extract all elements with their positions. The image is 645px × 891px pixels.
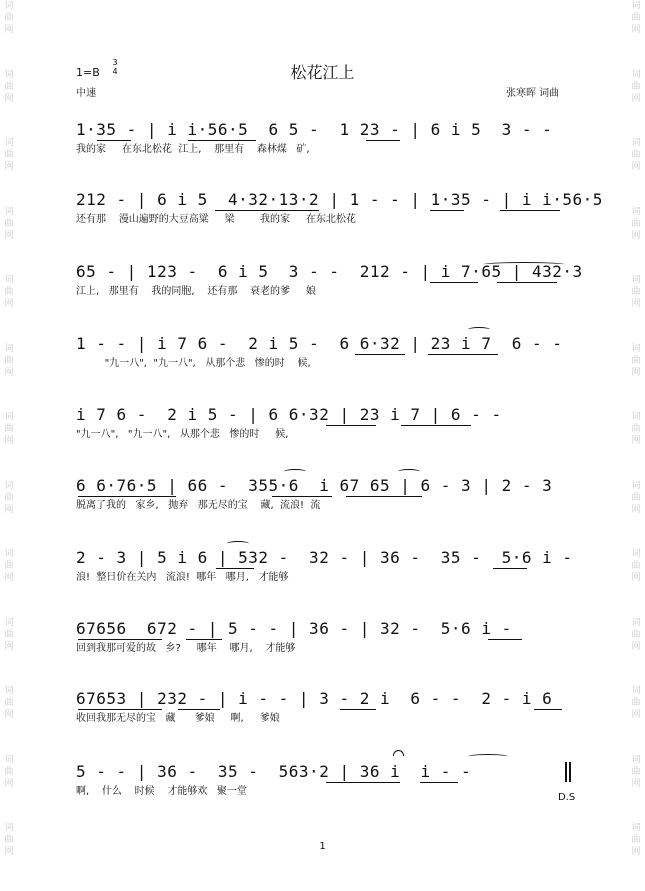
watermark-char: 词: [631, 823, 641, 834]
composer-credit: 张寒晖 词曲: [506, 88, 560, 99]
beam-line: [346, 496, 422, 497]
watermark-char: 网: [631, 710, 641, 721]
notation-line: 1·35 - | i i·56·5 6 5 - 1 23 - | 6 i 5 3 - -: [76, 120, 553, 139]
watermark-char: 网: [4, 25, 14, 35]
watermark-char: 曲: [4, 561, 14, 572]
watermark-char: 网: [631, 641, 641, 652]
watermark-char: 词: [4, 343, 14, 354]
watermark-char: 网: [631, 847, 641, 858]
key-signature: 1=B: [76, 66, 100, 79]
watermark-char: 曲: [631, 561, 641, 572]
beam-line: [326, 782, 400, 783]
watermark-char: 曲: [631, 424, 641, 435]
watermark-char: 曲: [4, 424, 14, 435]
watermark-char: 网: [4, 230, 14, 241]
watermark-char: 词: [631, 206, 641, 217]
lyric-line: "九一八", "九一八", 从那个悲 惨的时 候,: [76, 358, 311, 369]
watermark-char: 词: [631, 754, 641, 765]
meter-top: 3: [112, 58, 118, 67]
beam-line: [178, 709, 220, 710]
lyric-line: 还有那 漫山遍野的大豆高粱 梁 我的家 在东北松花: [76, 214, 356, 225]
meter-bottom: 4: [112, 67, 118, 76]
watermark-char: 网: [4, 93, 14, 104]
beam-line: [97, 140, 131, 141]
slur-mark: [468, 327, 490, 332]
watermark-char: 网: [631, 778, 641, 789]
watermark-char: 词: [4, 480, 14, 491]
tempo-marking: 中速: [76, 88, 96, 99]
watermark-char: 曲: [4, 698, 14, 709]
watermark-char: 曲: [4, 287, 14, 298]
beam-line: [272, 496, 332, 497]
watermark-char: 词: [631, 549, 641, 560]
watermark-char: 词: [4, 754, 14, 765]
watermark-char: 曲: [631, 492, 641, 503]
notation-line: 65 - | 123 - 6 i 5 3 - - 212 - | i 7·65 | 432·3: [76, 262, 583, 281]
watermark-char: 词: [4, 549, 14, 560]
watermark-char: 曲: [631, 81, 641, 92]
watermark-char: 曲: [4, 81, 14, 92]
lyric-line: 我的家 在东北松花 江上, 那里有 森林煤 矿,: [76, 144, 310, 155]
notation-line: 67656 672 - | 5 - - | 36 - | 32 - 5·6 i -: [76, 619, 512, 638]
watermark-char: 词: [631, 138, 641, 149]
watermark-char: 网: [631, 230, 641, 241]
slur-mark: [227, 541, 249, 546]
watermark-char: 网: [631, 25, 641, 35]
watermark-char: 曲: [4, 355, 14, 366]
beam-line: [78, 639, 162, 640]
watermark-char: 词: [631, 69, 641, 80]
notation-line: 1 - - | i 7 6 - 2 i 5 - 6 6·32 | 23 i 7 6 - -: [76, 334, 563, 353]
beam-line: [215, 210, 319, 211]
watermark-char: 曲: [631, 287, 641, 298]
watermark-char: 词: [4, 823, 14, 834]
watermark-char: 网: [631, 436, 641, 447]
beam-line: [188, 140, 256, 141]
lyric-line: 江上, 那里有 我的同胞, 还有那 衰老的爹 娘: [76, 286, 316, 297]
watermark-char: 曲: [4, 629, 14, 640]
watermark-char: 网: [4, 847, 14, 858]
slur-mark: [483, 262, 565, 267]
watermark-right: [629, 0, 643, 891]
slur-mark: [468, 754, 508, 759]
beam-line: [340, 709, 376, 710]
watermark-char: 词: [4, 686, 14, 697]
watermark-char: 词: [631, 412, 641, 423]
slur-mark: [284, 469, 306, 474]
dal-segno-mark: D.S: [558, 792, 576, 803]
watermark-char: 词: [631, 275, 641, 286]
notation-line: 67653 | 232 - | i - - | 3 - 2 i 6 - - 2 - i 6: [76, 689, 553, 708]
notation-line: 212 - | 6 i 5 4·32·13·2 | 1 - - | 1·35 - | i i·56·5: [76, 190, 603, 209]
watermark-char: 曲: [631, 766, 641, 777]
watermark-char: 网: [4, 504, 14, 515]
beam-line: [488, 639, 522, 640]
lyric-line: 回到我那可爱的故 乡? 哪年 哪月, 才能够: [76, 643, 296, 654]
beam-line: [366, 140, 400, 141]
final-barline: [569, 762, 571, 782]
notation-line: i 7 6 - 2 i 5 - | 6 6·32 | 23 i 7 | 6 - -: [76, 405, 502, 424]
watermark-left: [2, 0, 16, 891]
beam-line: [78, 709, 162, 710]
watermark-char: 网: [631, 162, 641, 173]
watermark-char: 网: [4, 299, 14, 310]
watermark-char: 网: [4, 162, 14, 173]
watermark-char: 词: [4, 412, 14, 423]
lyric-line: 浪! 整日价在关内 流浪! 哪年 哪月, 才能够: [76, 572, 289, 583]
lyric-line: 收回我那无尽的宝 藏 爹娘 啊, 爹娘: [76, 713, 280, 724]
watermark-char: 曲: [631, 835, 641, 846]
watermark-char: 词: [4, 138, 14, 149]
beam-line: [355, 354, 405, 355]
beam-line: [326, 425, 376, 426]
watermark-char: 曲: [4, 150, 14, 161]
watermark-char: 曲: [631, 355, 641, 366]
beam-line: [216, 568, 254, 569]
fermata-mark: [393, 750, 404, 756]
watermark-char: 曲: [631, 698, 641, 709]
watermark-char: 网: [4, 367, 14, 378]
watermark-char: 网: [4, 778, 14, 789]
watermark-char: 网: [631, 93, 641, 104]
watermark-char: 词: [4, 275, 14, 286]
watermark-char: 网: [631, 573, 641, 584]
watermark-char: 网: [4, 641, 14, 652]
watermark-char: 曲: [631, 218, 641, 229]
watermark-char: 词: [631, 686, 641, 697]
beam-line: [78, 496, 176, 497]
beam-line: [493, 568, 527, 569]
beam-line: [428, 354, 498, 355]
watermark-char: 词: [4, 69, 14, 80]
lyric-line: 脱离了我的 家乡, 抛弃 那无尽的宝 藏, 流浪! 流: [76, 500, 321, 511]
notation-line: 6 6·76·5 | 66 - 355·6 i 67 65 | 6 - 3 | 2 - 3: [76, 476, 553, 495]
watermark-char: 词: [631, 343, 641, 354]
notation-line: 5 - - | 36 - 35 - 563·2 | 36 i i - -: [76, 762, 472, 781]
beam-line: [401, 425, 471, 426]
beam-line: [430, 282, 478, 283]
lyric-line: 啊, 什么 时候 才能够欢 聚一堂: [76, 786, 247, 797]
page-number: 1: [319, 841, 326, 852]
watermark-char: 词: [631, 480, 641, 491]
watermark-char: 曲: [4, 218, 14, 229]
watermark-char: 网: [4, 710, 14, 721]
watermark-char: 曲: [4, 766, 14, 777]
watermark-char: 网: [631, 367, 641, 378]
watermark-char: 词: [4, 1, 14, 11]
final-barline: [565, 762, 567, 782]
watermark-char: 曲: [631, 150, 641, 161]
watermark-char: 网: [631, 504, 641, 515]
slur-mark: [398, 469, 420, 474]
watermark-char: 曲: [631, 629, 641, 640]
notation-line: 2 - 3 | 5 i 6 | 532 - 32 - | 36 - 35 - 5·6 i -: [76, 548, 573, 567]
watermark-char: 曲: [4, 13, 14, 23]
watermark-char: 曲: [4, 492, 14, 503]
beam-line: [430, 210, 464, 211]
watermark-char: 词: [4, 206, 14, 217]
beam-line: [420, 782, 458, 783]
watermark-char: 网: [631, 299, 641, 310]
watermark-char: 词: [631, 1, 641, 11]
watermark-char: 曲: [631, 13, 641, 23]
lyric-line: "九一八", "九一八", 从那个悲 惨的时 候,: [76, 429, 289, 440]
watermark-char: 词: [631, 617, 641, 628]
beam-line: [500, 210, 560, 211]
beam-line: [186, 639, 222, 640]
watermark-char: 词: [4, 617, 14, 628]
watermark-char: 曲: [4, 835, 14, 846]
watermark-char: 网: [4, 436, 14, 447]
watermark-char: 网: [4, 573, 14, 584]
beam-line: [534, 709, 562, 710]
beam-line: [497, 282, 557, 283]
song-title: 松花江上: [290, 63, 355, 82]
